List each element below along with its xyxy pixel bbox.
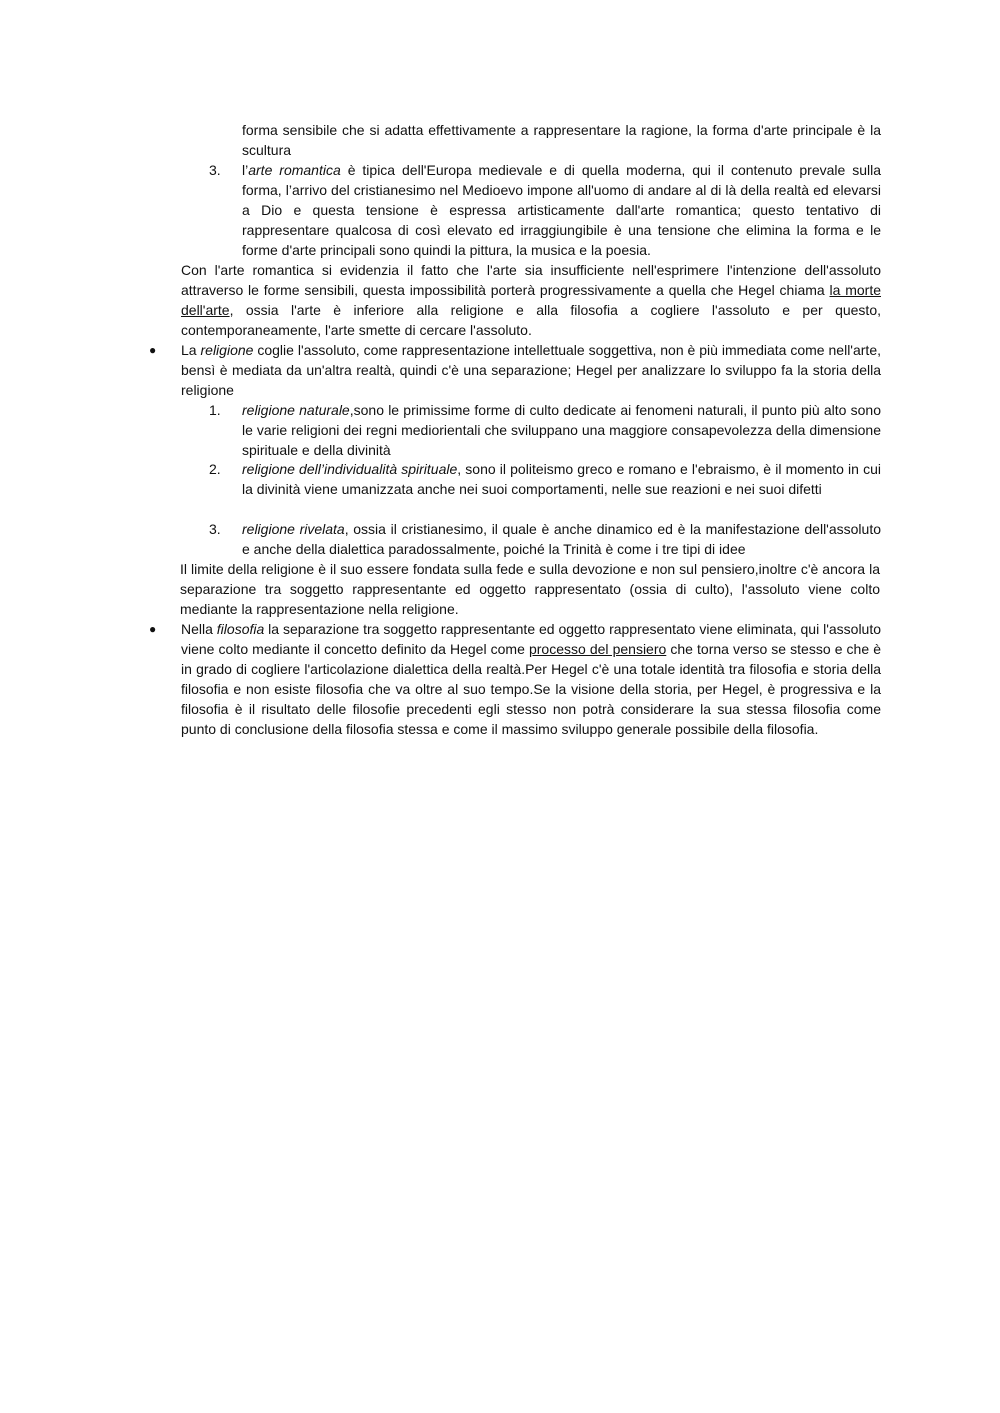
item-prefix: l’: [242, 162, 249, 178]
bullet-religione: [149, 340, 881, 400]
art-conclusion-paragraph: [181, 260, 881, 340]
item-text: , sono il politeismo greco e romano e l'ebraismo, è il momento in cui la divinità viene umanizzata anche nei suoi comportamenti, nelle sue reazioni e nei suoi difetti: [242, 461, 881, 497]
item-text: è tipica dell'Europa medievale e di quella moderna, qui il contenuto prevale sulla forma, l’arrivo del cristianesimo nel Medioevo impone all'uomo di andare al di là della realtà ed elevarsi a Dio e questa tensione è espressa artisticamente dall'arte romantica; questo tentativo di rappresentare qualcosa di così elevato ed irraggiungibile è una tensione che elimina la forma e le forme d'arte principali sono quindi la pittura, la musica e la poesia.: [242, 162, 882, 258]
item-text: , ossia il cristianesimo, il quale è anche dinamico ed è la manifestazione dell'assoluto e anche della dialettica paradossalmente, poiché la Trinità è come i tre tipi di idee: [242, 521, 882, 557]
underlined-morte-dell-arte: la morte dell'arte: [181, 282, 881, 318]
term-religione: religione: [200, 342, 254, 358]
paragraph-text: Il limite della religione è il suo essere fondata sulla fede e sulla devozione e non sul pensiero,inoltre c'è ancora la separazione tra soggetto rappresentante ed oggetto rappresentato (ossia di culto), l'assoluto viene colto mediante la rappresentazione nella religione.: [180, 561, 880, 617]
bullet-text: coglie l'assoluto, come rappresentazione intellettuale soggettiva, non è più immediata come nell'arte, bensì è mediata da un'altra realtà, quindi c'è una separazione; Hegel per analizzare lo sviluppo fa la storia della religione: [181, 342, 881, 398]
paragraph-text: Con l'arte romantica si evidenzia il fatto che l'arte sia insufficiente nell'esprimere l'intenzione dell'assoluto attraverso le forme sensibili, questa impossibilità porterà progressivamente a quella che Hegel chiama: [181, 262, 881, 298]
list-item-religione-individualita: [209, 459, 881, 499]
art-item-2-continuation: [242, 120, 881, 160]
list-number: 1.: [209, 402, 221, 418]
bullet-icon: ●: [149, 343, 157, 357]
term-religione-naturale: religione naturale: [242, 402, 350, 418]
list-item-religione-rivelata: [209, 519, 882, 559]
term-arte-romantica: arte romantica: [248, 162, 341, 178]
list-item-arte-romantica: [209, 160, 882, 260]
term-religione-rivelata: religione rivelata: [242, 521, 345, 537]
list-number: 3.: [209, 521, 221, 537]
art-item-2-text: forma sensibile che si adatta effettivamente a rappresentare la ragione, la forma d'arte principale è la scultura: [242, 122, 881, 158]
term-religione-individualita: religione dell’individualità spirituale: [242, 461, 458, 477]
bullet-text-end: che torna verso se stesso e che è in grado di cogliere l'articolazione dialettica della realtà.Per Hegel c'è una totale identità tra filosofia e storia della filosofia e non esiste filosofia che va oltre al suo tempo.Se la visione della storia, per Hegel, è progressiva e la filosofia è il risultato delle filosofie precedenti egli stesso non potrà considerare la sua stessa filosofia come punto di conclusione della filosofia stessa e come il massimo sviluppo generale possibile della filosofia.: [181, 641, 881, 737]
bullet-prefix: Nella: [181, 621, 217, 637]
list-number: 2.: [209, 461, 221, 477]
religion-conclusion-paragraph: [180, 559, 880, 619]
underlined-processo-del-pensiero: processo del pensiero: [528, 641, 667, 657]
paragraph-text-end: , ossia l'arte è inferiore alla religione e alla filosofia a cogliere l'assoluto e per questo, contemporaneamente, l'arte smette di cercare l'assoluto.: [181, 302, 881, 338]
list-number: 3.: [209, 162, 221, 178]
bullet-filosofia: [149, 619, 882, 739]
bullet-prefix: La: [181, 342, 201, 358]
bullet-text: la separazione tra soggetto rappresentante ed oggetto rappresentato viene eliminata, qui l'assoluto viene colto mediante il concetto definito da Hegel come: [181, 621, 882, 657]
list-item-religione-naturale: [209, 400, 882, 460]
item-text: ,sono le primissime forme di culto dedicate ai fenomeni naturali, il punto più alto sono le varie religioni dei regni mediorientali che sviluppano una maggiore consapevolezza della dimensione spirituale e della divinità: [242, 402, 882, 458]
term-filosofia: filosofia: [216, 621, 265, 637]
bullet-icon: ●: [149, 622, 157, 636]
